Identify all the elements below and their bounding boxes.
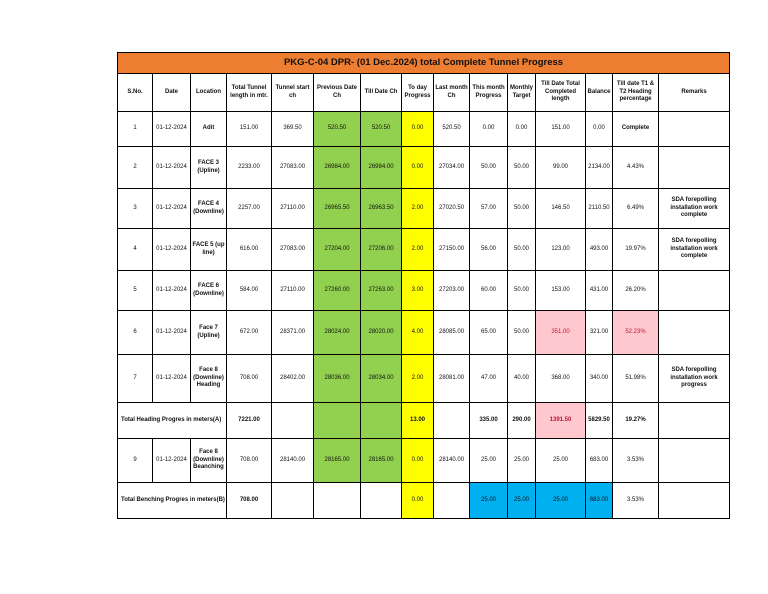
cell-date: 01-12-2024: [153, 355, 191, 403]
total-label: Total Heading Progres in meters(A): [118, 403, 227, 439]
cell-pct: 51.98%: [613, 355, 659, 403]
cell-location: Face 7 (Upline): [191, 311, 227, 355]
cell-total: 2257.00: [227, 189, 272, 229]
cell-start: 27083.00: [272, 147, 314, 189]
cell-sno: 4: [118, 229, 153, 271]
table-row: [118, 189, 730, 229]
cell-last: 27150.00: [434, 229, 470, 271]
cell-target: 50.00: [508, 311, 536, 355]
cell-month: 50.00: [470, 147, 508, 189]
cell-till: 26984.00: [361, 147, 402, 189]
empty-cell: [314, 483, 361, 519]
cell-completed: 146.50: [536, 189, 586, 229]
total-target: 290.00: [508, 403, 536, 439]
cell-total: 708.00: [227, 439, 272, 483]
cell-sno: 9: [118, 439, 153, 483]
cell-balance: 493.00: [586, 229, 613, 271]
cell-location: FACE 4 (Downline): [191, 189, 227, 229]
cell-balance: 2110.50: [586, 189, 613, 229]
cell-month: 0.00: [470, 112, 508, 147]
column-header: This month Progress: [470, 74, 508, 112]
cell-till: 28020.00: [361, 311, 402, 355]
total-total: 708.00: [227, 483, 272, 519]
cell-balance: 0.00: [586, 112, 613, 147]
table-row: [118, 311, 730, 355]
cell-pct: 4.43%: [613, 147, 659, 189]
cell-balance: 321.00: [586, 311, 613, 355]
cell-location: Face 8 (Downline) Beanching: [191, 439, 227, 483]
cell-today: 3.00: [402, 271, 434, 311]
cell-date: 01-12-2024: [153, 112, 191, 147]
cell-pct: 19.97%: [613, 229, 659, 271]
cell-completed: 99.00: [536, 147, 586, 189]
cell-start: 27083.00: [272, 229, 314, 271]
total-label: Total Benching Progres in meters(B): [118, 483, 227, 519]
total-completed: 25.00: [536, 483, 586, 519]
total-row: [118, 403, 730, 439]
empty-cell: [434, 483, 470, 519]
cell-date: 01-12-2024: [153, 311, 191, 355]
cell-target: 40.00: [508, 355, 536, 403]
cell-target: 0.00: [508, 112, 536, 147]
cell-last: 27020.50: [434, 189, 470, 229]
cell-prev: 27204.00: [314, 229, 361, 271]
cell-date: 01-12-2024: [153, 271, 191, 311]
cell-location: FACE 6 (Downline): [191, 271, 227, 311]
column-header: Previous Date Ch: [314, 74, 361, 112]
cell-pct: 52.23%: [613, 311, 659, 355]
table-row: [118, 355, 730, 403]
cell-last: 27034.00: [434, 147, 470, 189]
column-header: Last month Ch: [434, 74, 470, 112]
cell-balance: 431.00: [586, 271, 613, 311]
cell-total: 616.00: [227, 229, 272, 271]
cell-completed: 153.00: [536, 271, 586, 311]
cell-start: 28140.00: [272, 439, 314, 483]
column-header: To day Progress: [402, 74, 434, 112]
header-row: [118, 74, 730, 112]
cell-remarks: SDA forepolling installation work complete: [659, 189, 730, 229]
cell-pct: Complete: [613, 112, 659, 147]
column-header: Remarks: [659, 74, 730, 112]
cell-target: 50.00: [508, 271, 536, 311]
table-row: [118, 229, 730, 271]
cell-sno: 1: [118, 112, 153, 147]
empty-cell: [272, 483, 314, 519]
cell-month: 56.00: [470, 229, 508, 271]
column-header: Till date T1 & T2 Heading percentage: [613, 74, 659, 112]
cell-target: 50.00: [508, 189, 536, 229]
cell-remarks: [659, 311, 730, 355]
cell-month: 60.00: [470, 271, 508, 311]
cell-total: 151.00: [227, 112, 272, 147]
cell-start: 369.50: [272, 112, 314, 147]
cell-prev: 28165.00: [314, 439, 361, 483]
cell-target: 50.00: [508, 147, 536, 189]
cell-prev: 27260.00: [314, 271, 361, 311]
total-completed: 1391.50: [536, 403, 586, 439]
cell-till: 27263.00: [361, 271, 402, 311]
total-month: 335.00: [470, 403, 508, 439]
table-row: [118, 439, 730, 483]
cell-remarks: [659, 271, 730, 311]
cell-date: 01-12-2024: [153, 147, 191, 189]
cell-location: Adit: [191, 112, 227, 147]
column-header: Till Date Total Completed length: [536, 74, 586, 112]
cell-completed: 25.00: [536, 439, 586, 483]
cell-today: 4.00: [402, 311, 434, 355]
empty-cell: [659, 403, 730, 439]
total-balance: 683.00: [586, 483, 613, 519]
column-header: Till Date Ch: [361, 74, 402, 112]
total-month: 25.00: [470, 483, 508, 519]
cell-prev: 520.50: [314, 112, 361, 147]
cell-sno: 5: [118, 271, 153, 311]
cell-today: 2.00: [402, 229, 434, 271]
total-pct: 19.27%: [613, 403, 659, 439]
cell-remarks: [659, 112, 730, 147]
cell-month: 57.00: [470, 189, 508, 229]
cell-prev: 28036.00: [314, 355, 361, 403]
total-target: 25.00: [508, 483, 536, 519]
empty-cell: [659, 483, 730, 519]
total-today: 0.00: [402, 483, 434, 519]
column-header: Total Tunnel length in mtr.: [227, 74, 272, 112]
cell-start: 28371.00: [272, 311, 314, 355]
empty-cell: [434, 403, 470, 439]
cell-month: 65.00: [470, 311, 508, 355]
table-row: [118, 271, 730, 311]
column-header: S.No.: [118, 74, 153, 112]
cell-prev: 26984.00: [314, 147, 361, 189]
cell-pct: 26.20%: [613, 271, 659, 311]
cell-month: 25.00: [470, 439, 508, 483]
cell-date: 01-12-2024: [153, 229, 191, 271]
cell-remarks: SDA forepolling installation work complete: [659, 229, 730, 271]
cell-last: 28140.00: [434, 439, 470, 483]
cell-start: 27110.00: [272, 189, 314, 229]
empty-cell: [272, 403, 314, 439]
cell-total: 672.00: [227, 311, 272, 355]
progress-table: [117, 52, 730, 519]
cell-till: 28165.00: [361, 439, 402, 483]
cell-remarks: [659, 147, 730, 189]
total-row: [118, 483, 730, 519]
cell-balance: 683.00: [586, 439, 613, 483]
column-header: Tunnel start ch: [272, 74, 314, 112]
cell-last: 28081.00: [434, 355, 470, 403]
cell-completed: 151.00: [536, 112, 586, 147]
cell-today: 0.00: [402, 112, 434, 147]
total-today: 13.00: [402, 403, 434, 439]
cell-today: 2.00: [402, 355, 434, 403]
cell-target: 25.00: [508, 439, 536, 483]
cell-total: 2233.00: [227, 147, 272, 189]
cell-remarks: [659, 439, 730, 483]
cell-completed: 123.00: [536, 229, 586, 271]
cell-date: 01-12-2024: [153, 189, 191, 229]
cell-last: 520.50: [434, 112, 470, 147]
cell-balance: 2134.00: [586, 147, 613, 189]
table-row: [118, 112, 730, 147]
column-header: Location: [191, 74, 227, 112]
cell-today: 2.00: [402, 189, 434, 229]
sheet-title: PKG-C-04 DPR- (01 Dec.2024) total Complete Tunnel Progress: [118, 53, 730, 74]
cell-sno: 2: [118, 147, 153, 189]
cell-sno: 3: [118, 189, 153, 229]
cell-last: 27203.00: [434, 271, 470, 311]
empty-cell: [361, 403, 402, 439]
cell-pct: 3.53%: [613, 439, 659, 483]
title-row: [118, 53, 730, 74]
cell-target: 50.00: [508, 229, 536, 271]
cell-till: 26963.50: [361, 189, 402, 229]
cell-prev: 28024.00: [314, 311, 361, 355]
column-header: Monthly Target: [508, 74, 536, 112]
total-total: 7221.00: [227, 403, 272, 439]
cell-total: 708.00: [227, 355, 272, 403]
cell-till: 28034.00: [361, 355, 402, 403]
table-row: [118, 147, 730, 189]
cell-month: 47.00: [470, 355, 508, 403]
cell-completed: 351.00: [536, 311, 586, 355]
column-header: Date: [153, 74, 191, 112]
total-pct: 3.53%: [613, 483, 659, 519]
cell-today: 0.00: [402, 439, 434, 483]
cell-till: 520.50: [361, 112, 402, 147]
cell-last: 28085.00: [434, 311, 470, 355]
cell-completed: 368.00: [536, 355, 586, 403]
cell-sno: 7: [118, 355, 153, 403]
cell-pct: 6.49%: [613, 189, 659, 229]
cell-start: 27110.00: [272, 271, 314, 311]
cell-prev: 26965.50: [314, 189, 361, 229]
cell-location: FACE 3 (Upline): [191, 147, 227, 189]
cell-start: 28402.00: [272, 355, 314, 403]
cell-till: 27206.00: [361, 229, 402, 271]
empty-cell: [314, 403, 361, 439]
cell-location: Face 8 (Downline) Heading: [191, 355, 227, 403]
column-header: Balance: [586, 74, 613, 112]
empty-cell: [361, 483, 402, 519]
cell-total: 584.00: [227, 271, 272, 311]
total-balance: 5829.50: [586, 403, 613, 439]
cell-balance: 340.00: [586, 355, 613, 403]
cell-sno: 6: [118, 311, 153, 355]
cell-location: FACE 5 (up line): [191, 229, 227, 271]
cell-remarks: SDA forepolling installation work progress: [659, 355, 730, 403]
cell-date: 01-12-2024: [153, 439, 191, 483]
cell-today: 0.00: [402, 147, 434, 189]
